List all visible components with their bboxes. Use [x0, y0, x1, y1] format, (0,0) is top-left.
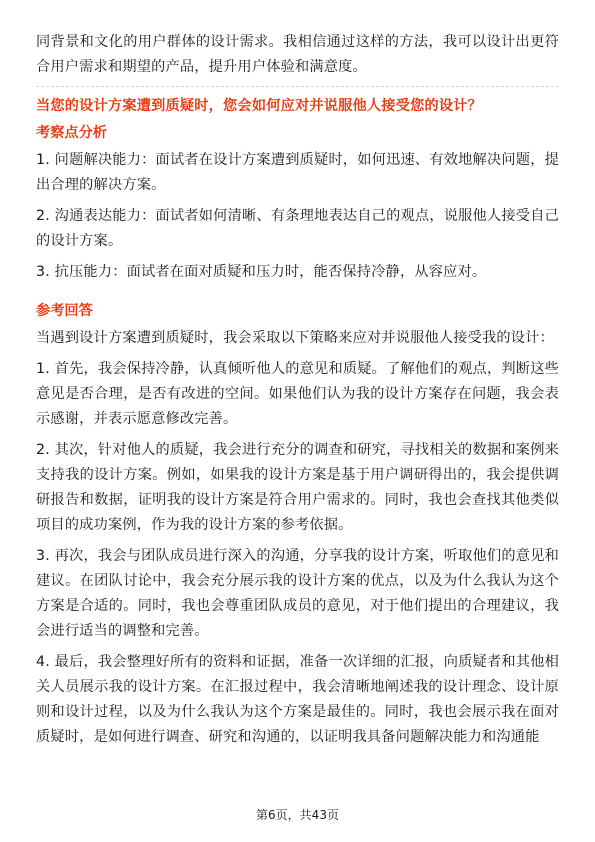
page-number: 第6页，共43页	[256, 808, 339, 822]
analysis-title: 考察点分析	[36, 125, 107, 141]
analysis-item: 3. 抗压能力：面试者在面对质疑和压力时，能否保持冷静，从容应对。	[36, 264, 487, 280]
answer-item: 1. 首先，我会保持冷静，认真倾听他人的意见和质疑。了解他们的观点，判断这些意见是否合理，是否有改进的空间。如果他们认为我的设计方案存在问题，我会表示感谢，并表示愿意修改完善。	[36, 361, 559, 427]
answer-intro: 当遇到设计方案遭到质疑时，我会采取以下策略来应对并说服他人接受我的设计：	[36, 330, 554, 346]
answer-title: 参考回答	[36, 303, 93, 319]
question-heading: 当您的设计方案遭到质疑时，您会如何应对并说服他人接受您的设计？	[36, 98, 483, 114]
analysis-item: 1. 问题解决能力：面试者在设计方案遭到质疑时，如何迅速、有效地解决问题，提出合理的解决方案。	[36, 152, 559, 193]
answer-item: 4. 最后，我会整理好所有的资料和证据，准备一次详细的汇报，向质疑者和其他相关人员展示我的设计方案。在汇报过程中，我会清晰地阐述我的设计理念、设计原则和设计过程，以及为什么我认为这个方案是最佳的。同时，我也会展示我在面对质疑时，是如何进行调查、研究和沟通的，以证明我具备问题解决能力和沟通能	[36, 654, 559, 745]
answer-item: 2. 其次，针对他人的质疑，我会进行充分的调查和研究，寻找相关的数据和案例来支持我的设计方案。例如，如果我的设计方案是基于用户调研得出的，我会提供调研报告和数据，证明我的设计方案是符合用户需求的。同时，我也会查找其他类似项目的成功案例，作为我的设计方案的参考依据。	[36, 442, 559, 533]
answer-item: 3. 再次，我会与团队成员进行深入的沟通，分享我的设计方案，听取他们的意见和建议。在团队讨论中，我会充分展示我的设计方案的优点，以及为什么我认为这个方案是合适的。同时，我也会尊重团队成员的意见，对于他们提出的合理建议，我会进行适当的调整和完善。	[36, 548, 559, 639]
analysis-item: 2. 沟通表达能力：面试者如何清晰、有条理地表达自己的观点，说服他人接受自己的设计方案。	[36, 208, 559, 249]
spacer	[36, 291, 559, 299]
intro-paragraph: 同背景和文化的用户群体的设计需求。我相信通过这样的方法，我可以设计出更符合用户需求和期望的产品，提升用户体验和满意度。	[36, 34, 559, 75]
section-divider	[36, 86, 559, 87]
document-page	[36, 30, 559, 756]
